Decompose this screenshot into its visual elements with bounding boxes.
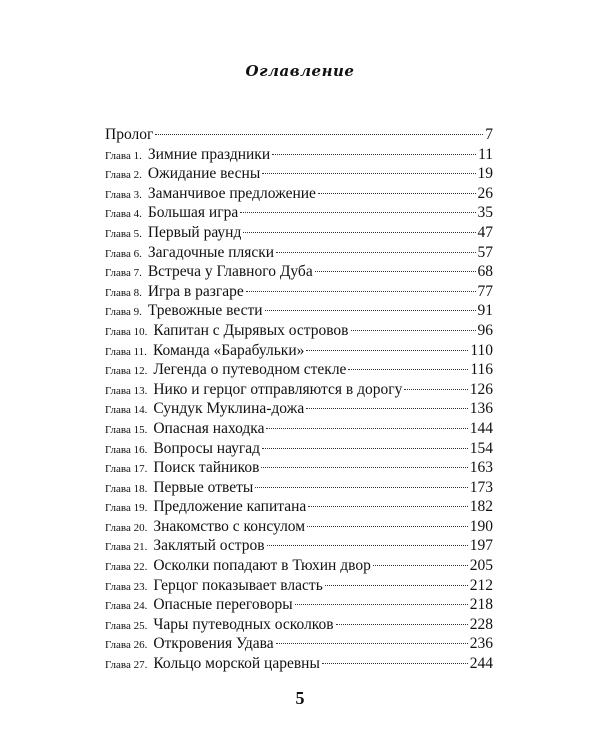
chapter-title: Пролог <box>105 126 154 143</box>
dot-leader <box>307 526 468 527</box>
chapter-page-number: 47 <box>477 223 493 241</box>
toc-entry <box>105 302 493 322</box>
chapter-label: Глава 19. <box>105 502 148 515</box>
chapter-label: Глава 4. <box>105 208 142 221</box>
dot-leader <box>262 173 475 174</box>
chapter-title: Кольцо морской царевны <box>153 655 320 673</box>
toc-heading: Оглавление <box>245 62 355 80</box>
chapter-label: Глава 10. <box>105 325 148 338</box>
chapter-label: Глава 25. <box>105 619 148 632</box>
chapter-title: Загадочные пляски <box>147 243 275 261</box>
dot-leader <box>322 663 468 664</box>
chapter-page-number: 173 <box>469 478 493 496</box>
chapter-title: Нико и герцог отправляются в дорогу <box>153 380 403 398</box>
chapter-title: Поиск тайников <box>153 459 260 477</box>
chapter-page-number: 68 <box>477 263 493 281</box>
chapter-label: Глава 12. <box>105 365 148 378</box>
chapter-label: Глава 8. <box>105 286 142 299</box>
chapter-label: Глава 18. <box>105 482 148 495</box>
chapter-page-number: 116 <box>470 361 493 379</box>
chapter-page-number: 182 <box>469 498 493 516</box>
chapter-page-number: 228 <box>469 615 493 633</box>
chapter-label: Глава 16. <box>105 443 148 456</box>
chapter-label: Глава 9. <box>105 306 142 319</box>
chapter-page-number: 91 <box>477 302 493 320</box>
dot-leader <box>243 232 475 233</box>
toc-entry <box>105 361 493 381</box>
dot-leader <box>348 369 468 370</box>
chapter-title: Знакомство с консулом <box>153 517 306 535</box>
toc-entry <box>105 420 493 440</box>
chapter-page-number: 144 <box>469 419 493 437</box>
chapter-page-number: 190 <box>469 517 493 535</box>
chapter-page-number: 205 <box>469 557 493 575</box>
dot-leader <box>351 330 476 331</box>
chapter-page-number: 57 <box>477 243 493 261</box>
chapter-page-number: 96 <box>477 321 493 339</box>
toc-entry <box>105 204 493 224</box>
toc-entry <box>105 381 493 401</box>
dot-leader <box>295 604 468 605</box>
chapter-label: Глава 6. <box>105 247 142 260</box>
chapter-page-number: 26 <box>477 184 493 202</box>
dot-leader <box>373 565 468 566</box>
dot-leader <box>155 134 483 135</box>
toc-entry <box>105 283 493 303</box>
chapter-title: Заклятый остров <box>153 537 265 555</box>
chapter-page-number: 197 <box>469 537 493 555</box>
dot-leader <box>265 310 476 311</box>
toc-entry <box>105 616 493 636</box>
chapter-title: Чары путеводных осколков <box>153 615 334 633</box>
chapter-page-number: 244 <box>469 655 493 673</box>
chapter-title: Первые ответы <box>153 478 254 496</box>
chapter-title: Герцог показывает власть <box>153 576 323 594</box>
chapter-page-number: 212 <box>469 576 493 594</box>
toc-entry <box>105 596 493 616</box>
chapter-page-number: 163 <box>469 459 493 477</box>
chapter-title: Большая игра <box>147 204 239 222</box>
chapter-page-number: 136 <box>469 400 493 418</box>
chapter-title: Игра в разгаре <box>147 282 244 300</box>
chapter-page-number: 7 <box>485 126 493 143</box>
chapter-label: Глава 23. <box>105 580 148 593</box>
dot-leader <box>246 291 476 292</box>
dot-leader <box>318 193 476 194</box>
toc-entry <box>105 518 493 538</box>
chapter-page-number: 35 <box>477 204 493 222</box>
dot-leader <box>276 252 475 253</box>
chapter-page-number: 110 <box>470 341 493 359</box>
chapter-title: Заманчивое предложение <box>147 184 316 202</box>
chapter-label: Глава 11. <box>105 345 147 358</box>
dot-leader <box>240 212 475 213</box>
dot-leader <box>306 350 468 351</box>
chapter-label: Глава 15. <box>105 423 148 436</box>
chapter-page-number: 218 <box>469 596 493 614</box>
toc-entry <box>105 557 493 577</box>
toc-entry <box>105 440 493 460</box>
chapter-page-number: 154 <box>469 439 493 457</box>
chapter-title: Вопросы наугад <box>153 439 261 457</box>
toc-entry <box>105 146 493 166</box>
chapter-page-number: 126 <box>469 380 493 398</box>
chapter-title: Предложение капитана <box>153 498 307 516</box>
chapter-page-number: 11 <box>478 145 493 163</box>
toc-entry <box>105 537 493 557</box>
chapter-label: Глава 21. <box>105 541 148 554</box>
chapter-label: Глава 7. <box>105 267 142 280</box>
dot-leader <box>262 448 468 449</box>
dot-leader <box>276 643 468 644</box>
chapter-label: Глава 13. <box>105 384 148 397</box>
chapter-label: Глава 20. <box>105 521 148 534</box>
toc-entry <box>105 655 493 675</box>
dot-leader <box>261 467 467 468</box>
toc-entry <box>105 577 493 597</box>
chapter-label: Глава 27. <box>105 659 148 672</box>
toc-entry <box>105 498 493 518</box>
dot-leader <box>255 487 467 488</box>
dot-leader <box>325 585 468 586</box>
chapter-title: Легенда о путеводном стекле <box>153 361 347 379</box>
toc-entry <box>105 126 493 146</box>
dot-leader <box>306 408 467 409</box>
chapter-label: Глава 22. <box>105 561 148 574</box>
chapter-title: Тревожные вести <box>147 302 263 320</box>
chapter-title: Опасные переговоры <box>153 596 293 614</box>
chapter-page-number: 77 <box>477 282 493 300</box>
chapter-label: Глава 17. <box>105 463 148 476</box>
chapter-page-number: 236 <box>469 635 493 653</box>
chapter-label: Глава 1. <box>105 149 142 162</box>
chapter-label: Глава 5. <box>105 227 142 240</box>
chapter-label: Глава 3. <box>105 188 142 201</box>
chapter-label: Глава 14. <box>105 404 148 417</box>
chapter-page-number: 19 <box>477 165 493 183</box>
toc-entry <box>105 459 493 479</box>
toc-entry <box>105 263 493 283</box>
chapter-title: Зимние праздники <box>147 145 271 163</box>
chapter-title: Встреча у Главного Дуба <box>147 263 313 281</box>
dot-leader <box>308 506 467 507</box>
chapter-title: Первый раунд <box>147 223 242 241</box>
dot-leader <box>336 624 468 625</box>
chapter-title: Команда «Барабульки» <box>152 341 305 359</box>
chapter-title: Сундук Муклина-дожа <box>153 400 305 418</box>
toc-list <box>105 126 493 675</box>
chapter-title: Откровения Удава <box>153 635 274 653</box>
toc-entry <box>105 185 493 205</box>
toc-entry <box>105 165 493 185</box>
toc-entry <box>105 244 493 264</box>
dot-leader <box>267 545 468 546</box>
toc-entry <box>105 400 493 420</box>
toc-entry <box>105 342 493 362</box>
toc-entry <box>105 479 493 499</box>
dot-leader <box>404 389 467 390</box>
chapter-title: Опасная находка <box>153 419 265 437</box>
dot-leader <box>266 428 467 429</box>
chapter-label: Глава 26. <box>105 639 148 652</box>
chapter-title: Капитан с Дырявых островов <box>153 321 349 339</box>
toc-entry <box>105 635 493 655</box>
chapter-title: Ожидание весны <box>147 165 261 183</box>
dot-leader <box>272 154 476 155</box>
chapter-label: Глава 2. <box>105 169 142 182</box>
toc-entry <box>105 224 493 244</box>
chapter-label: Глава 24. <box>105 600 148 613</box>
toc-entry <box>105 322 493 342</box>
page-number: 5 <box>295 688 305 708</box>
chapter-title: Осколки попадают в Тюхин двор <box>153 557 371 575</box>
dot-leader <box>315 271 476 272</box>
